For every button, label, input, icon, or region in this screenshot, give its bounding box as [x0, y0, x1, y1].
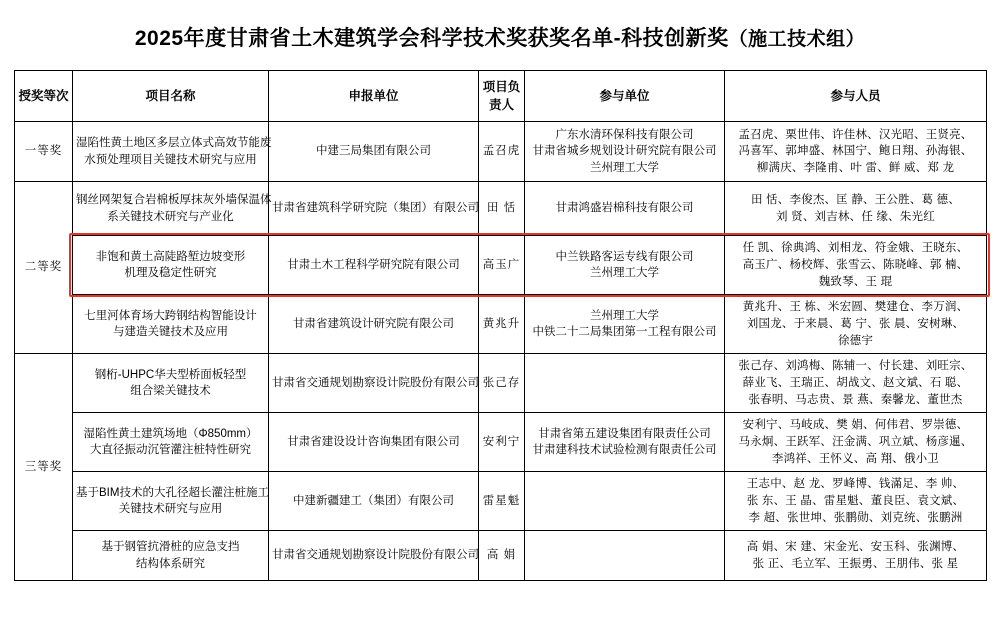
participant-line: 张 正、毛立军、王振勇、王朋伟、张 星 — [752, 557, 959, 570]
participating-unit-line: 兰州理工大学 — [590, 267, 659, 280]
table-header-row — [15, 71, 987, 122]
project-name-line: 大直径振动沉管灌注桩特性研究 — [90, 444, 251, 457]
participating-unit-line: 甘肃省城乡规划设计研究院有限公司 — [532, 145, 717, 158]
participant-line: 安利宁、马岐成、樊 娟、何伟君、罗崇德、 — [742, 419, 969, 432]
applicant-unit-cell — [269, 236, 479, 295]
applicant-unit-cell — [269, 182, 479, 236]
applicant-unit-line: 甘肃省建设设计咨询集团有限公司 — [287, 435, 460, 448]
participating-unit-line: 广东水清环保科技有限公司 — [555, 128, 694, 141]
applicant-unit-line: 甘肃土木工程科学研究院有限公司 — [287, 258, 460, 271]
participant-line: 刘国龙、于来晨、葛 宁、张 晨、安树琳、 — [746, 317, 965, 330]
project-name-line: 湿陷性黄土地区多层立体式高效节能废 — [76, 137, 272, 150]
project-name-cell — [73, 122, 272, 182]
table-row — [15, 122, 987, 182]
project-name-cell — [73, 354, 269, 413]
participant-line: 马永炯、王跃军、汪金满、巩立斌、杨彦暹、 — [738, 435, 973, 448]
page-title — [14, 0, 986, 70]
table-row — [15, 182, 987, 236]
award-table — [14, 70, 987, 581]
project-name-cell — [73, 182, 272, 236]
participating-unit-line: 甘肃省第五建设集团有限责任公司 — [538, 427, 711, 440]
applicant-unit-line: 甘肃省交通规划勘察设计院股份有限公司 — [272, 376, 479, 389]
table-row — [15, 413, 987, 472]
participant-line: 柳满庆、李隆甫、叶 雷、鲜 威、郑 龙 — [756, 162, 955, 175]
column-header-participants: 参与单位 — [525, 71, 725, 122]
table-row — [15, 295, 987, 354]
project-leader-cell: 安利宁 — [479, 413, 525, 472]
participant-line: 薛业飞、王瑞正、胡战文、赵文斌、石 聪、 — [742, 376, 969, 389]
column-header-people: 参与人员 — [725, 71, 987, 122]
project-name-line: 机理及稳定性研究 — [124, 267, 217, 280]
project-leader-cell: 雷星魁 — [479, 472, 525, 531]
participating-unit-line: 兰州理工大学 — [590, 162, 659, 175]
participant-line: 任 凯、徐典鸿、刘相龙、符金娥、王晓东、 — [742, 242, 969, 255]
participating-unit-line: 中兰铁路客运专线有限公司 — [555, 250, 694, 263]
applicant-unit-cell — [269, 472, 479, 531]
participants-cell — [725, 354, 987, 413]
applicant-unit-line: 甘肃省建筑科学研究院（集团）有限公司 — [272, 202, 479, 215]
project-leader-cell: 田 恬 — [479, 182, 525, 236]
participating-units-cell — [525, 122, 725, 182]
participant-line: 李 超、张世坤、张鹏勋、刘克统、张鹏洲 — [748, 511, 963, 524]
participating-units-cell — [525, 354, 725, 413]
project-name-line: 与建造关键技术及应用 — [113, 326, 228, 339]
participants-cell — [725, 472, 987, 531]
applicant-unit-cell — [269, 413, 479, 472]
table-row — [15, 531, 987, 581]
project-name-line: 关键技术研究与应用 — [118, 503, 223, 516]
project-name-line: 组合梁关键技术 — [130, 385, 211, 398]
page-title-sub: （施工技术组） — [728, 29, 866, 50]
column-header-rank: 授奖等次 — [15, 71, 73, 122]
participant-line: 黄兆升、王 栋、米宏圆、樊建仓、李万润、 — [742, 301, 969, 314]
participating-units-cell — [525, 182, 725, 236]
table-row — [15, 354, 987, 413]
applicant-unit-line: 中建新疆建工（集团）有限公司 — [293, 494, 454, 507]
participant-line: 张己存、刘鸿梅、陈辅一、付长建、刘旺宗、 — [738, 360, 973, 373]
project-name-line: 结构体系研究 — [136, 557, 205, 570]
participants-cell — [725, 122, 987, 182]
project-name-line: 七里河体育场大跨钢结构智能设计 — [84, 309, 257, 322]
project-leader-cell: 孟召虎 — [479, 122, 525, 182]
applicant-unit-line: 中建三局集团有限公司 — [316, 145, 431, 158]
participant-line: 张 东、王 晶、雷星魁、董良臣、袁文斌、 — [746, 494, 965, 507]
participant-line: 冯喜军、郭坤盛、林国宁、鲍日翔、孙海银、 — [738, 145, 973, 158]
participant-line: 王志中、赵 龙、罗峰博、钱滿足、李 帅、 — [746, 478, 965, 491]
participating-units-cell — [525, 236, 725, 295]
participant-line: 孟召虎、栗世伟、许佳林、汉光昭、王贤亮、 — [738, 128, 973, 141]
award-rank-cell: 一等奖 — [15, 122, 73, 182]
participants-cell — [725, 295, 987, 354]
project-name-cell — [73, 531, 269, 581]
project-leader-cell: 高玉广 — [479, 236, 525, 295]
project-name-line: 基于钢管抗滑桩的应急支挡 — [101, 541, 240, 554]
project-name-line: 钢桁-UHPC华夫型桥面板轻型 — [94, 368, 247, 381]
participating-unit-line: 甘肃鸿盛岩棉科技有限公司 — [555, 202, 694, 215]
applicant-unit-line: 甘肃省交通规划勘察设计院股份有限公司 — [272, 549, 479, 562]
project-name-cell — [73, 295, 269, 354]
applicant-unit-cell — [269, 122, 479, 182]
project-name-cell — [73, 413, 269, 472]
project-name-line: 非饱和黄土高陡路堑边坡变形 — [95, 250, 246, 263]
project-leader-cell: 高 娟 — [479, 531, 525, 581]
column-header-unit: 申报单位 — [269, 71, 479, 122]
participants-cell — [725, 531, 987, 581]
applicant-unit-cell — [269, 295, 479, 354]
applicant-unit-cell — [269, 354, 479, 413]
participants-cell — [725, 182, 987, 236]
participating-unit-line: 甘肃建科技术试验检测有限责任公司 — [532, 444, 717, 457]
project-leader-cell: 张己存 — [479, 354, 525, 413]
participant-line: 田 恬、李俊杰、匡 静、王公胜、葛 德、 — [750, 194, 961, 207]
project-name-line: 钢丝网架复合岩棉板厚抹灰外墙保温体 — [76, 194, 272, 207]
participating-units-cell — [525, 531, 725, 581]
award-rank-cell: 三等奖 — [15, 354, 73, 581]
applicant-unit-line: 甘肃省建筑设计研究院有限公司 — [293, 317, 454, 330]
participating-unit-line: 兰州理工大学 — [590, 309, 659, 322]
participating-units-cell — [525, 472, 725, 531]
participating-units-cell — [525, 413, 725, 472]
table-row — [15, 236, 987, 295]
project-name-cell — [73, 236, 269, 295]
participant-line: 刘 贤、刘吉林、任 缘、朱光红 — [776, 210, 935, 223]
participant-line: 魏致琴、王 琨 — [818, 275, 893, 288]
column-header-project: 项目名称 — [73, 71, 269, 122]
project-name-line: 水预处理项目关键技术研究与应用 — [84, 153, 257, 166]
participating-unit-line: 中铁二十二局集团第一工程有限公司 — [532, 326, 717, 339]
project-name-line: 湿陷性黄土建筑场地（Φ850mm） — [83, 427, 258, 440]
participant-line: 李鸿祥、王怀义、高 翔、俄小卫 — [771, 452, 940, 465]
table-row — [15, 472, 987, 531]
table-body — [15, 122, 987, 581]
project-leader-cell: 黄兆升 — [479, 295, 525, 354]
page-title-main: 2025年度甘肃省土木建筑学会科学技术奖获奖名单-科技创新奖 — [134, 27, 729, 50]
column-header-leader: 项目负责人 — [479, 71, 525, 122]
participant-line: 高玉广、杨校辉、张雪云、陈晓峰、郭 楠、 — [742, 258, 969, 271]
participants-cell — [725, 413, 987, 472]
project-name-cell — [73, 472, 269, 531]
participants-cell — [725, 236, 987, 295]
award-rank-cell: 二等奖 — [15, 182, 73, 354]
participant-line: 张春明、马志贵、景 燕、秦馨龙、董世杰 — [748, 393, 963, 406]
project-name-line: 基于BIM技术的大孔径超长灌注桩施工 — [76, 486, 269, 499]
participating-units-cell — [525, 295, 725, 354]
applicant-unit-cell — [269, 531, 479, 581]
project-name-line: 系关键技术研究与产业化 — [107, 210, 234, 223]
participant-line: 高 娟、宋 建、宋金光、安玉科、张渊博、 — [746, 541, 965, 554]
participant-line: 徐德宇 — [837, 334, 874, 347]
